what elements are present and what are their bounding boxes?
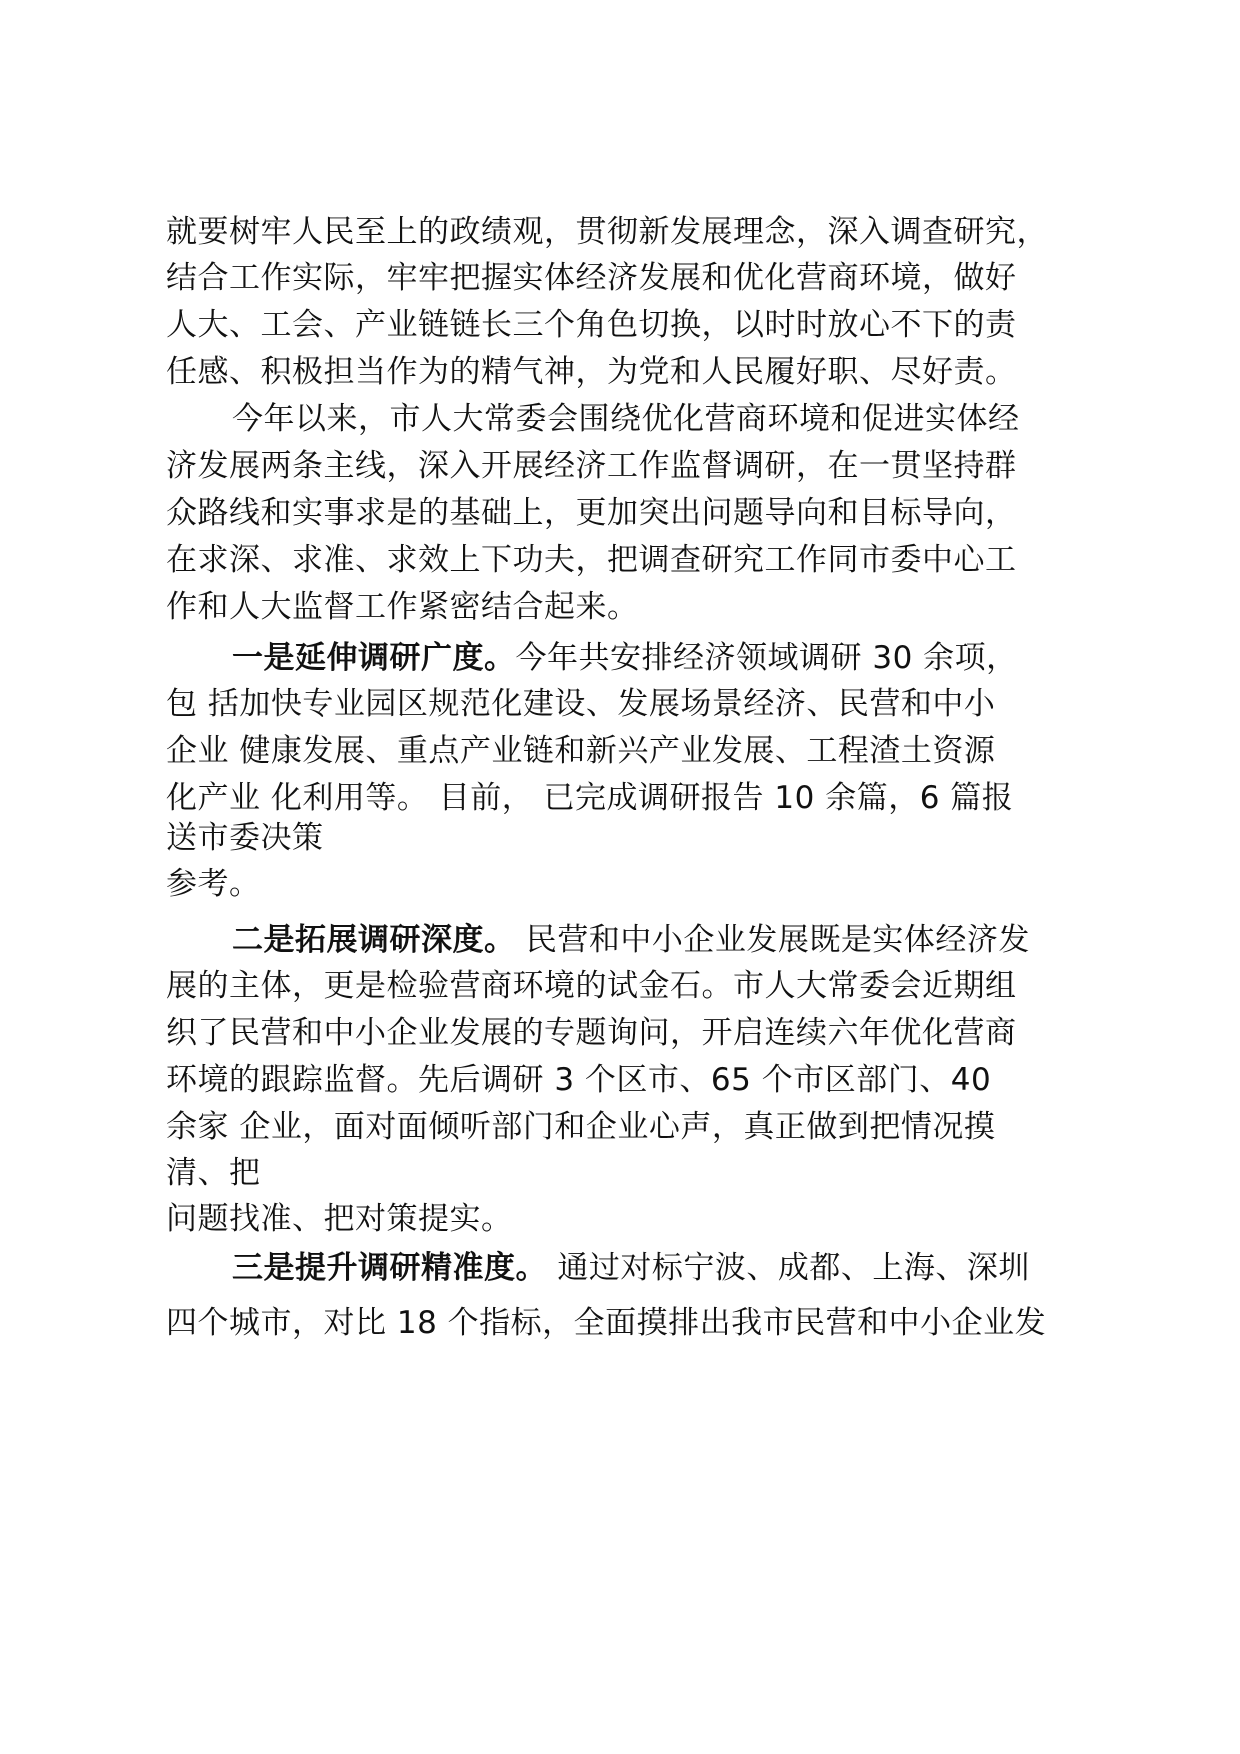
text-line: 任感、积极担当作为的精气神，为党和人民履好职、尽好责。 xyxy=(166,354,1017,390)
text-line: 四个城市，对比 18 个指标，全面摸排出我市民营和中小企业发 xyxy=(166,1305,1047,1341)
paragraph-line xyxy=(232,1248,1030,1288)
text-line: 就要树牢人民至上的政绩观，贯彻新发展理念，深入调查研究， xyxy=(166,214,1048,250)
text-line: 企业 健康发展、重点产业链和新兴产业发展、工程渣土资源 xyxy=(166,733,996,769)
text-line: 环境的跟踪监督。先后调研 3 个区市、65 个市区部门、40 xyxy=(166,1062,992,1098)
section-heading-breadth: 一是延伸调研广度。 xyxy=(232,640,516,676)
text-line: 织了民营和中小企业发展的专题询问，开启连续六年优化营商 xyxy=(166,1015,1017,1051)
text-line: 人大、工会、产业链链长三个角色切换，以时时放心不下的责 xyxy=(166,307,1017,343)
text-line: 今年以来，市人大常委会围绕优化营商环境和促进实体经 xyxy=(232,401,1020,437)
text-line: 展的主体，更是检验营商环境的试金石。市人大常委会近期组 xyxy=(166,968,1017,1004)
text-line: 化产业 化利用等。 目前， 已完成调研报告 10 余篇，6 篇报 xyxy=(166,780,1014,816)
text-line: 众路线和实事求是的基础上，更加突出问题导向和目标导向， xyxy=(166,495,1017,531)
text-line: 参考。 xyxy=(166,866,261,902)
text-segment: 通过对标宁波、成都、上海、深圳 xyxy=(547,1250,1030,1286)
text-line: 清、把 xyxy=(166,1155,261,1191)
text-line: 结合工作实际，牢牢把握实体经济发展和优化营商环境，做好 xyxy=(166,260,1017,296)
text-segment: 今年共安排经济领域调研 30 余项， xyxy=(515,640,1018,676)
text-line: 送市委决策 xyxy=(166,820,324,856)
text-line: 包 括加快专业园区规范化建设、发展场景经济、民营和中小 xyxy=(166,686,996,722)
text-line: 在求深、求准、求效上下功夫，把调查研究工作同市委中心工 xyxy=(166,542,1017,578)
text-line: 作和人大监督工作紧密结合起来。 xyxy=(166,589,639,625)
section-heading-precision: 三是提升调研精准度。 xyxy=(232,1250,547,1286)
paragraph-line xyxy=(232,920,1030,960)
text-segment: 民营和中小企业发展既是实体经济发 xyxy=(515,922,1030,958)
text-line: 余家 企业，面对面倾听部门和企业心声，真正做到把情况摸 xyxy=(166,1109,996,1145)
text-line: 问题找准、把对策提实。 xyxy=(166,1201,513,1237)
text-line: 济发展两条主线，深入开展经济工作监督调研，在一贯坚持群 xyxy=(166,448,1017,484)
paragraph-line xyxy=(232,638,1018,678)
section-heading-depth: 二是拓展调研深度。 xyxy=(232,922,516,958)
